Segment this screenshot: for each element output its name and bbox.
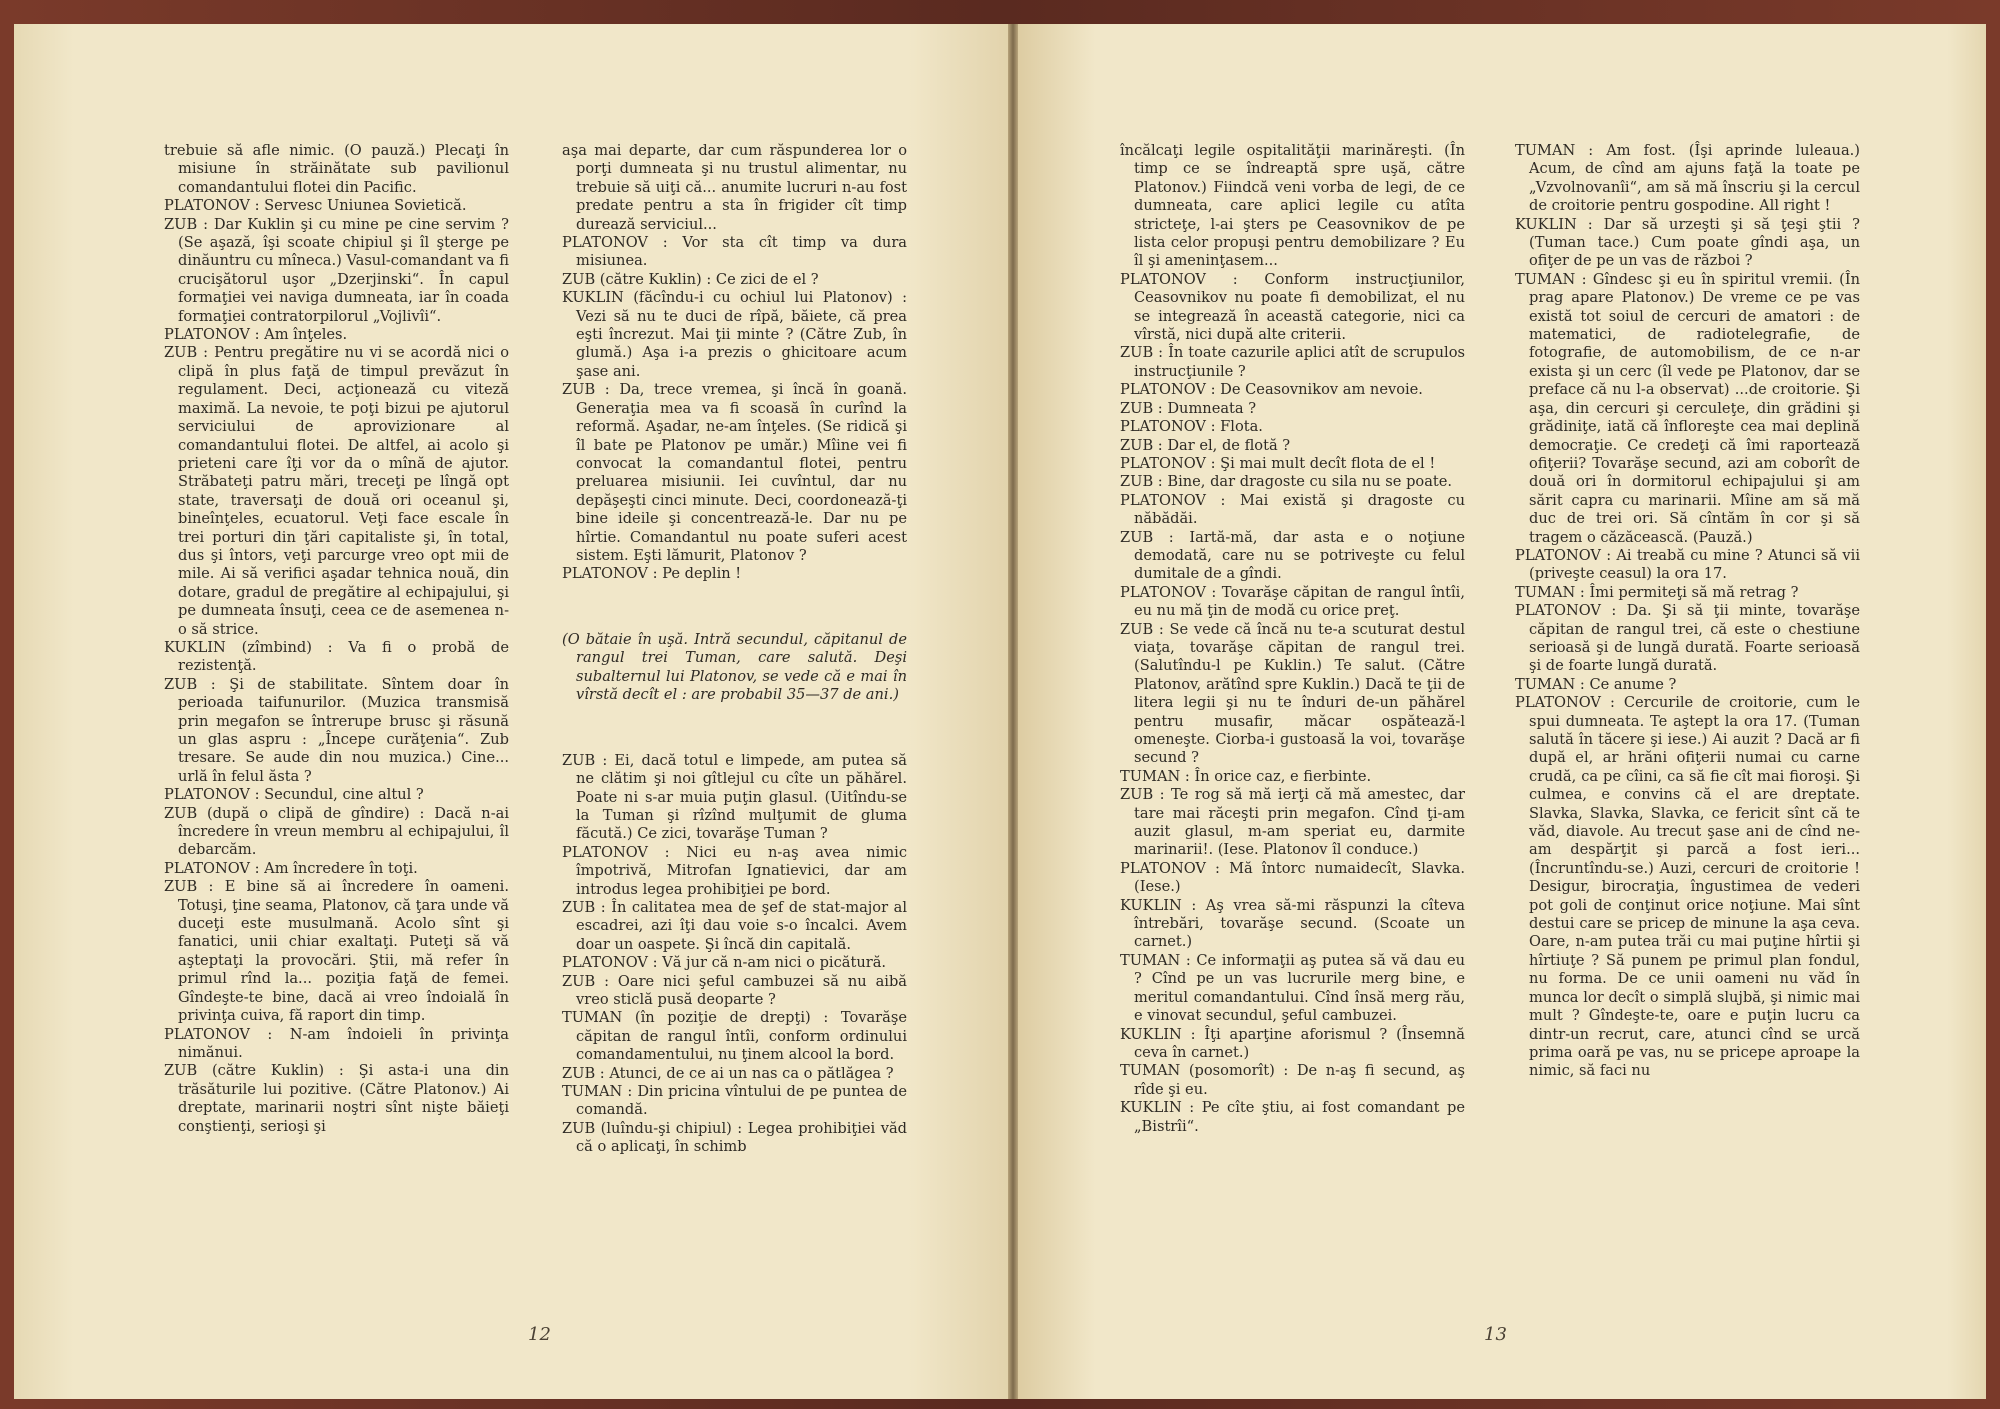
paragraph: ZUB : În calitatea mea de şef de stat-major al escadrei, azi îţi dau voie s-o încalci. Avem doar un oaspete. Şi încă din capitală.: [562, 899, 907, 953]
paragraph: TUMAN : Ce anume ?: [1515, 675, 1677, 693]
paragraph: PLATONOV : Am înţeles.: [164, 326, 348, 344]
right-page: [1018, 24, 1986, 1399]
paragraph: ZUB : Dar Kuklin şi cu mine pe cine servim ? (Se aşază, îşi scoate chipiul şi îl şterge pe dinăuntru cu mîneca.) Vasul-comandant va fi crucişătorul uşor „Dzerjinski“. În capul formaţiei vei naviga dumneata, iar în coada formaţiei contratorpilorul „Vojlivîi“.: [164, 215, 509, 325]
paragraph: PLATONOV : Şi mai mult decît flota de el !: [1120, 454, 1436, 472]
blank-line: [562, 719, 907, 737]
paragraph: ZUB (după o clipă de gîndire) : Dacă n-ai încredere în vreun membru al echipajului, îl debarcăm.: [164, 804, 509, 859]
paragraph: PLATONOV : N-am îndoieli în privinţa nimănui.: [164, 1025, 509, 1061]
paragraph: PLATONOV : Nici eu n-aş avea nimic împotrivă, Mitrofan Ignatievici, dar am introdus legea prohibiţiei pe bord.: [562, 843, 907, 898]
paragraph: TUMAN : Îmi permiteţi să mă retrag ?: [1515, 583, 1799, 601]
page-number-right: 13: [1484, 1324, 1507, 1345]
paragraph: ZUB : Dar el, de flotă ?: [1120, 436, 1291, 454]
paragraph: ZUB (luîndu-şi chipiul) : Legea prohibiţiei văd că o aplicaţi, în schimb: [562, 1119, 907, 1156]
paragraph: KUKLIN : Pe cîte ştiu, ai fost comandant pe „Bistrîi“.: [1120, 1099, 1465, 1135]
paragraph: ZUB : Bine, dar dragoste cu sila nu se poate.: [1120, 473, 1453, 491]
paragraph: ZUB : Te rog să mă ierţi că mă amestec, dar tare mai răceşti prin megafon. Cînd ţi-am auzit glasul, m-am speriat eu, darmite marinarii!. (Iese. Platonov îl conduce.): [1120, 786, 1465, 859]
paragraph: încălcaţi legile ospitalităţii marinăreşti. (În timp ce se îndreaptă spre uşă, către Platonov.) Fiindcă veni vorba de legi, de ce dumneata, care aplici legile cu atîta stricteţe, l-ai şters pe Ceasovnikov de pe lista celor propuşi pentru demobilizare ? Eu îl şi ameninţasem...: [1120, 142, 1465, 270]
paragraph: PLATONOV : De Ceasovnikov am nevoie.: [1120, 381, 1423, 399]
paragraph: TUMAN : Ce informaţii aş putea să vă dau eu ? Cînd pe un vas lucrurile merg bine, e meritul comandantului. Cînd însă merg rău, e vinovat secundul, şeful cambuzei.: [1120, 951, 1465, 1025]
paragraph: PLATONOV : Da. Şi să ţii minte, tovarăşe căpitan de rangul trei, că este o chestiune serioasă şi de lungă durată. Foarte serioasă şi de foarte lungă durată.: [1515, 602, 1860, 675]
paragraph: KUKLIN : Dar să urzeşti şi să ţeşi ştii ? (Tuman tace.) Cum poate gîndi aşa, un ofiţer de pe un vas de război ?: [1515, 215, 1860, 270]
paragraph: ZUB : Atunci, de ce ai un nas ca o pătlăgea ?: [562, 1064, 894, 1082]
paragraph: trebuie să afle nimic. (O pauză.) Plecaţi în misiune în străinătate sub pavilionul comandantului flotei din Pacific.: [164, 142, 509, 196]
paragraph: ZUB : Şi de stabilitate. Sîntem doar în perioada taifunurilor. (Muzica transmisă prin megafon se întrerupe brusc şi răsună un glas aspru : „Începe curăţenia“. Zub tresare. Se aude din nou muzica.) Cine... urlă în felul ăsta ?: [164, 675, 509, 785]
book-gutter: [1008, 24, 1018, 1399]
paragraph: ZUB : În toate cazurile aplici atît de scrupulos instrucţiunile ?: [1120, 344, 1465, 380]
paragraph: TUMAN : În orice caz, e fierbinte.: [1120, 767, 1372, 785]
paragraph: ZUB : Da, trece vremea, şi încă în goană. Generaţia mea va fi scoasă în curînd la reformă. Aşadar, ne-am înţeles. (Se ridică şi îl bate pe Platonov pe umăr.) Mîine vei fi convocat la comandantul flotei, pentru preluarea misiunii. Iei cuvîntul, dar nu depăşeşti cinci minute. Deci, coordonează-ţi bine ideile şi concentrează-le. Dar nu pe hîrtie. Comandantul nu poate suferi acest sistem. Eşti lămurit, Platonov ?: [562, 381, 907, 564]
paragraph: ZUB : Se vede că încă nu te-a scuturat destul viaţa, tovarăşe căpitan de rangul trei. (Salutîndu-l pe Kuklin.) Te salut. (Către Platonov, arătînd spre Kuklin.) Dacă te ţii de litera legii şi nu te înduri de-un păhărel pentru musafir, măcar ospătează-l omeneşte. Ciorba-i gustoasă la voi, tovarăşe secund ?: [1120, 620, 1465, 767]
paragraph: ZUB : E bine să ai încredere în oameni. Totuşi, ţine seama, Platonov, că ţara unde vă duceţi este musulmană. Acolo sînt şi fanatici, unii chiar exaltaţi. Puteţi să vă aşteptaţi la provocări. Ştii, mă refer în primul rînd la... poziţia faţă de femei. Gîndeşte-te bine, dacă ai vreo îndoială în privinţa cuiva, fă raport din timp.: [164, 878, 509, 1025]
left-page-column-2: [562, 142, 907, 1157]
paragraph: TUMAN : Am fost. (Îşi aprinde luleaua.) Acum, de cînd am ajuns faţă la toate pe „Vzvolnovanîi“, am să mă înscriu şi la cercul de croitorie pentru gospodine. All right !: [1515, 142, 1860, 215]
paragraph: (O bătaie în uşă. Intră secundul, căpitanul de rangul trei Tuman, care salută. Deşi subalternul lui Platonov, se vede că e mai în vîrstă decît el : are probabil 35—37 de ani.): [562, 630, 907, 704]
left-page-column-1: [164, 142, 509, 1136]
paragraph: TUMAN : Gîndesc şi eu în spiritul vremii. (În prag apare Platonov.) De vreme ce pe vas există tot soiul de cercuri de amatori : de matematici, de radiotelegrafie, de fotografie, de automobilism, de ce n-ar exista şi un cerc (îl vede pe Platonov, dar se preface că nu l-a observat) ...de croitorie. Şi aşa, din cercuri şi cerculeţe, din grădini şi grădiniţe, iată că înfloreşte cea mai deplină democraţie. Ce credeţi că îmi raportează ofiţerii? Tovarăşe secund, azi am coborît de două ori în dormitorul echipajului şi am sărit capra cu marinarii. Mîine am să mă duc de trei ori. Să cîntăm în cor şi să tragem o căzăcească. (Pauză.): [1515, 270, 1860, 546]
paragraph: PLATONOV : Ai treabă cu mine ? Atunci să vii (priveşte ceasul) la ora 17.: [1515, 546, 1860, 583]
paragraph: KUKLIN (făcîndu-i cu ochiul lui Platonov) : Vezi să nu te duci de rîpă, băiete, că prea eşti încrezut. Mai ţii minte ? (Către Zub, în glumă.) Aşa i-a prezis o ghicitoare acum şase ani.: [562, 289, 907, 380]
paragraph: ZUB : Pentru pregătire nu vi se acordă nici o clipă în plus faţă de timpul prevăzut în regulament. Deci, acţionează cu viteză maximă. La nevoie, te poţi bizui pe ajutorul serviciului de aprovizionare al comandantului flotei. De altfel, ai acolo şi prieteni care îţi vor da o mînă de ajutor. Străbateţi patru mări, treceţi pe lîngă opt state, traversaţi de două ori oceanul şi, bineînţeles, ecuatorul. Veţi face escale în trei porturi din ţări capitaliste şi, în total, dus şi întors, veţi parcurge vreo opt mii de mile. Ai să verifici aşadar tehnica nouă, din dotare, gradul de pregătire al echipajului, şi pe dumneata însuţi, ceea ce de asemenea n-o să strice.: [164, 344, 509, 638]
book-spread: [14, 24, 1986, 1399]
paragraph: ZUB (către Kuklin) : Şi asta-i una din trăsăturile lui pozitive. (Către Platonov.) Ai dreptate, marinarii noştri sînt nişte băieţi conştienţi, serioşi şi: [164, 1062, 509, 1135]
paragraph: TUMAN (în poziţie de drepţi) : Tovarăşe căpitan de rangul întîi, conform ordinului comandamentului, nu ţinem alcool la bord.: [562, 1009, 907, 1064]
paragraph: ZUB : Oare nici şeful cambuzei să nu aibă vreo sticlă pusă deoparte ?: [562, 972, 907, 1009]
blank-line: [562, 598, 907, 616]
right-page-column-1: [1120, 142, 1465, 1136]
paragraph: ZUB (către Kuklin) : Ce zici de el ?: [562, 270, 819, 288]
paragraph: PLATONOV : Pe deplin !: [562, 565, 742, 583]
paragraph: PLATONOV : Tovarăşe căpitan de rangul întîi, eu nu mă ţin de modă cu orice preţ.: [1120, 583, 1465, 620]
paragraph: PLATONOV : Secundul, cine altul ?: [164, 786, 424, 804]
right-page-column-2: [1515, 142, 1860, 1081]
paragraph: TUMAN : Din pricina vîntului de pe puntea de comandă.: [562, 1083, 907, 1119]
paragraph: PLATONOV : Mai există şi dragoste cu năbădăi.: [1120, 491, 1465, 528]
left-page: [14, 24, 1008, 1399]
paragraph: PLATONOV : Flota.: [1120, 418, 1263, 436]
paragraph: PLATONOV : Conform instrucţiunilor, Ceasovnikov nu poate fi demobilizat, el nu se integrează în această categorie, nici ca vîrstă, nici după alte criterii.: [1120, 270, 1465, 344]
paragraph: PLATONOV : Servesc Uniunea Sovietică.: [164, 197, 467, 215]
paragraph: KUKLIN : Aş vrea să-mi răspunzi la cîteva întrebări, tovarăşe secund. (Scoate un carnet.): [1120, 896, 1465, 951]
paragraph: KUKLIN : Îţi aparţine aforismul ? (Însemnă ceva în carnet.): [1120, 1025, 1465, 1061]
paragraph: ZUB : Dumneata ?: [1120, 399, 1257, 417]
paragraph: KUKLIN (zîmbind) : Va fi o probă de rezistenţă.: [164, 638, 509, 675]
paragraph: PLATONOV : Cercurile de croitorie, cum le spui dumneata. Te aştept la ora 17. (Tuman salută în tăcere şi iese.) Ai auzit ? Dacă ar fi după el, ar hrăni ofiţerii numai cu carne crudă, ca pe cîini, ca să fie cît mai fioroşi. Şi culmea, e convins că el are dreptate. Slavka, Slavka, Slavka, ce fericit sînt că te văd, diavole. Au trecut şase ani de cînd ne-am despărţit şi parcă a fost ieri... (Încruntîndu-se.) Auzi, cercuri de croitorie ! Desigur, birocraţia, îngustimea de vederi pot goli de conţinut orice noţiune. Mai sînt destui care se pricep de minune la aşa ceva. Oare, n-am putea trăi cu mai puţine hîrtii şi hîrtiuţe ? Să punem pe primul plan fondul, nu forma. De ce unii oameni nu văd în munca lor decît o simplă slujbă, şi nimic mai mult ? Gîndeşte-te, oare e puţin lucru ca dintr-un recrut, care, atunci cînd se urcă prima oară pe vas, nu se pricepe aproape la nimic, să faci nu: [1515, 694, 1860, 1080]
paragraph: PLATONOV : Vă jur că n-am nici o picătură.: [562, 954, 887, 972]
paragraph: aşa mai departe, dar cum răspunderea lor o porţi dumneata şi nu trustul alimentar, nu trebuie să uiţi că... anumite lucruri n-au fost predate pentru a sta în frigider cît timp durează serviciul...: [562, 142, 907, 233]
paragraph: ZUB : Iartă-mă, dar asta e o noţiune demodată, care nu se potriveşte cu felul dumitale de a gîndi.: [1120, 528, 1465, 583]
paragraph: PLATONOV : Vor sta cît timp va dura misiunea.: [562, 234, 907, 270]
paragraph: PLATONOV : Mă întorc numaidecît, Slavka. (Iese.): [1120, 859, 1465, 896]
paragraph: TUMAN (posomorît) : De n-aş fi secund, aş rîde şi eu.: [1120, 1062, 1465, 1098]
page-number-left: 12: [528, 1324, 551, 1345]
paragraph: ZUB : Ei, dacă totul e limpede, am putea să ne clătim şi noi gîtlejul cu cîte un păhărel. Poate ni s-ar muia puţin glasul. (Uitîndu-se la Tuman şi rîzînd mulţumit de gluma făcută.) Ce zici, tovarăşe Tuman ?: [562, 751, 907, 843]
paragraph: PLATONOV : Am încredere în toţi.: [164, 859, 418, 877]
